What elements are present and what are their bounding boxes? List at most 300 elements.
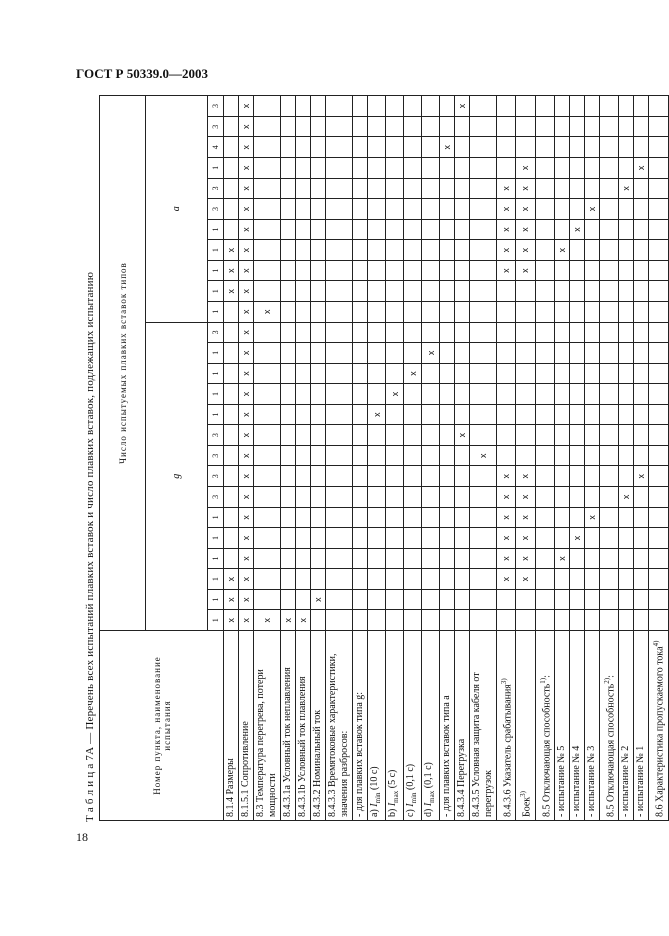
col-count: 1 [208,260,224,281]
mark-cell [554,116,569,137]
mark-cell: x [569,528,584,549]
mark-cell [368,199,386,220]
mark-cell [535,343,554,364]
mark-cell [535,404,554,425]
mark-cell [535,507,554,528]
test-name [239,631,254,821]
mark-cell [599,322,618,343]
mark-cell [353,281,368,302]
mark-cell: x [239,569,254,590]
mark-cell [634,240,649,261]
mark-cell [599,569,618,590]
mark-cell [386,178,404,199]
mark-cell [404,219,422,240]
test-name: c) $I_{min}$ (0,1 с) [404,631,422,821]
mark-cell [516,445,535,466]
mark-cell [619,240,634,261]
mark-cell [634,219,649,240]
mark-cell [497,281,516,302]
mark-cell [649,445,668,466]
mark-cell [554,425,569,446]
mark-cell [281,96,296,117]
mark-cell [353,589,368,610]
mark-cell [455,589,470,610]
mark-cell: x [239,219,254,240]
table-caption-text: Т а б л и ц а 7А — Перечень всех испытаний плавких вставок и число плавких вставок, подлежащих испытанию [84,271,96,822]
mark-cell [649,260,668,281]
mark-cell [254,445,281,466]
mark-cell [455,137,470,158]
mark-cell [326,425,353,446]
mark-cell: x [497,199,516,220]
mark-cell [422,137,440,158]
mark-cell [353,96,368,117]
mark-cell [619,548,634,569]
mark-cell: x [224,569,239,590]
mark-cell [634,137,649,158]
mark-cell [404,343,422,364]
mark-cell [386,260,404,281]
mark-cell [455,178,470,199]
mark-cell: x [239,199,254,220]
label-tail: : [540,675,552,678]
mark-cell [440,322,455,343]
mark-cell [584,240,599,261]
mark-cell [296,507,311,528]
mark-cell [455,343,470,364]
table-row [599,96,618,821]
mark-cell [634,343,649,364]
mark-cell [440,569,455,590]
mark-cell: x [239,302,254,323]
mark-cell [224,199,239,220]
test-name [440,631,455,821]
mark-cell: x [584,199,599,220]
mark-cell [455,363,470,384]
mark-cell [254,240,281,261]
col-count: 3 [208,425,224,446]
mark-cell [224,96,239,117]
mark-cell [386,466,404,487]
mark-cell [296,322,311,343]
mark-cell: x [455,425,470,446]
mark-cell [404,302,422,323]
mark-cell [497,589,516,610]
mark-cell [649,589,668,610]
mark-cell: x [281,610,296,631]
mark-cell [353,199,368,220]
mark-cell: x [497,528,516,549]
mark-cell [516,116,535,137]
mark-cell [296,404,311,425]
table-row [619,96,634,821]
mark-cell [569,404,584,425]
mark-cell [649,178,668,199]
mark-cell [470,137,497,158]
mark-cell [311,199,326,220]
mark-cell [440,302,455,323]
mark-cell [281,178,296,199]
mark-cell [386,116,404,137]
mark-cell: x [516,466,535,487]
mark-cell [281,507,296,528]
mark-cell [634,322,649,343]
mark-cell [516,281,535,302]
mark-cell [311,610,326,631]
mark-cell: x [239,116,254,137]
mark-cell [296,487,311,508]
mark-cell [470,363,497,384]
mark-cell [404,466,422,487]
mark-cell [649,322,668,343]
mark-cell [599,384,618,405]
mark-cell [599,528,618,549]
table-row [634,96,649,821]
mark-cell [470,322,497,343]
col-count: 1 [208,384,224,405]
mark-cell [368,116,386,137]
mark-cell: x [516,199,535,220]
mark-cell [569,445,584,466]
mark-cell [353,528,368,549]
mark-cell [254,466,281,487]
mark-cell [296,137,311,158]
mark-cell [634,528,649,549]
mark-cell [296,178,311,199]
mark-cell: x [440,137,455,158]
mark-cell [649,219,668,240]
col-count: 3 [208,199,224,220]
mark-cell [368,569,386,590]
mark-cell [599,219,618,240]
col-count-header: Число испытуемых плавких вставок типов [100,96,146,631]
mark-cell [554,137,569,158]
mark-cell [296,302,311,323]
mark-cell [281,260,296,281]
test-name [619,631,634,821]
mark-cell [311,487,326,508]
mark-cell [554,466,569,487]
table-row [584,96,599,821]
mark-cell [296,96,311,117]
mark-cell [422,384,440,405]
test-name [311,631,326,821]
mark-cell [254,343,281,364]
mark-cell [224,466,239,487]
mark-cell [649,240,668,261]
mark-cell [619,363,634,384]
mark-cell [254,219,281,240]
mark-cell [254,322,281,343]
mark-cell [619,528,634,549]
mark-cell [422,404,440,425]
mark-cell: x [497,219,516,240]
mark-cell [455,260,470,281]
mark-cell: x [296,610,311,631]
table-row [296,96,311,821]
test-name [634,631,649,821]
mark-cell: x [224,260,239,281]
mark-cell: x [239,445,254,466]
mark-cell [470,302,497,323]
test-label: 8.1.4 Размеры [225,758,236,817]
mark-cell [254,260,281,281]
mark-cell [404,322,422,343]
mark-cell [584,466,599,487]
mark-cell [569,569,584,590]
mark-cell [326,528,353,549]
mark-cell: x [239,404,254,425]
mark-cell [281,487,296,508]
test-label: 8.5 Отключающая способность [540,683,552,817]
mark-cell [634,199,649,220]
mark-cell [386,302,404,323]
mark-cell [440,487,455,508]
mark-cell [649,466,668,487]
mark-cell [254,178,281,199]
mark-cell [311,240,326,261]
mark-cell: x [497,507,516,528]
test-label: 8.4.3.5 Условная защита кабеля от перегрузок [471,672,494,817]
mark-cell [599,199,618,220]
mark-cell [455,507,470,528]
col-count: 3 [208,178,224,199]
mark-cell [368,610,386,631]
col-count: 1 [208,507,224,528]
mark-cell [470,219,497,240]
mark-cell [470,466,497,487]
mark-cell [599,548,618,569]
mark-cell [368,384,386,405]
test-name [281,631,296,821]
mark-cell [281,219,296,240]
mark-cell [281,302,296,323]
table-row [649,96,668,821]
mark-cell [404,199,422,220]
mark-cell [516,137,535,158]
mark-cell: x [497,548,516,569]
mark-cell [535,260,554,281]
mark-cell [455,569,470,590]
test-label: - испытание № 1 [635,745,647,817]
mark-cell [535,589,554,610]
mark-cell [281,466,296,487]
mark-cell [497,425,516,446]
mark-cell: x [497,466,516,487]
mark-cell [470,158,497,179]
mark-cell [326,302,353,323]
mark-cell [353,363,368,384]
mark-cell [569,363,584,384]
test-label: 8.4.3.2 Номинальный ток [312,709,323,817]
mark-cell [535,384,554,405]
mark-cell [599,610,618,631]
mark-cell [404,281,422,302]
col-count: 1 [208,528,224,549]
mark-cell [584,610,599,631]
mark-cell [326,569,353,590]
mark-cell [311,343,326,364]
mark-cell [311,404,326,425]
mark-cell [326,363,353,384]
mark-cell [569,178,584,199]
mark-cell [634,548,649,569]
mark-cell [619,219,634,240]
test-name [649,631,668,821]
mark-cell [386,240,404,261]
mark-cell [353,322,368,343]
mark-cell: x [386,384,404,405]
mark-cell [455,528,470,549]
table-row [516,96,535,821]
mark-cell [326,487,353,508]
mark-cell [368,528,386,549]
test-name: d) $I_{max}$ (0,1 с) [422,631,440,821]
mark-cell: x [239,548,254,569]
test-table-grid [99,95,669,821]
mark-cell [470,116,497,137]
mark-cell [296,569,311,590]
mark-cell [311,425,326,446]
mark-cell [497,322,516,343]
table-caption [84,82,98,822]
mark-cell [326,219,353,240]
mark-cell [404,240,422,261]
mark-cell [554,589,569,610]
mark-cell [422,260,440,281]
mark-cell: x [569,219,584,240]
mark-cell [584,569,599,590]
mark-cell [619,302,634,323]
mark-cell [440,116,455,137]
mark-cell [326,548,353,569]
mark-cell [386,281,404,302]
table-row [569,96,584,821]
mark-cell [599,178,618,199]
mark-cell [353,137,368,158]
mark-cell [254,507,281,528]
mark-cell [311,466,326,487]
mark-cell [535,158,554,179]
mark-cell [470,404,497,425]
mark-cell [326,322,353,343]
mark-cell [599,158,618,179]
mark-cell [584,445,599,466]
mark-cell [281,528,296,549]
mark-cell: x [516,548,535,569]
mark-cell [311,260,326,281]
mark-cell [619,425,634,446]
mark-cell [326,96,353,117]
mark-cell [368,425,386,446]
mark-cell [619,158,634,179]
mark-cell [634,445,649,466]
mark-cell [224,219,239,240]
test-name [554,631,569,821]
mark-cell [470,240,497,261]
mark-cell [569,260,584,281]
mark-cell [619,281,634,302]
mark-cell: x [516,569,535,590]
mark-cell [554,219,569,240]
mark-cell [386,343,404,364]
mark-cell [281,199,296,220]
mark-cell [311,569,326,590]
mark-cell: x [239,240,254,261]
mark-cell [440,281,455,302]
mark-cell [296,158,311,179]
mark-cell [535,302,554,323]
mark-cell [254,116,281,137]
mark-cell [535,487,554,508]
mark-cell [404,116,422,137]
mark-cell [584,425,599,446]
col-count: 3 [208,96,224,117]
mark-cell: x [224,240,239,261]
mark-cell [569,302,584,323]
mark-cell [311,302,326,323]
mark-cell [599,589,618,610]
mark-cell [599,487,618,508]
mark-cell [470,96,497,117]
mark-cell [368,219,386,240]
mark-cell: x [497,487,516,508]
mark-cell [649,302,668,323]
mark-cell [619,610,634,631]
mark-cell [326,158,353,179]
footnote-ref: 2) [602,677,611,684]
mark-cell [224,343,239,364]
mark-cell [254,96,281,117]
mark-cell [353,384,368,405]
mark-cell: x [516,528,535,549]
test-label: 8.4.3.6 Указатель срабатывания [502,684,514,817]
mark-cell [649,610,668,631]
test-label: - испытание № 4 [570,745,582,817]
mark-cell [440,425,455,446]
mark-cell [311,507,326,528]
mark-cell [569,507,584,528]
table-row [368,96,386,821]
mark-cell [584,219,599,240]
test-label: 8.4.3.4 Перегрузка [456,738,467,817]
mark-cell [554,507,569,528]
mark-cell [404,425,422,446]
mark-cell [368,281,386,302]
mark-cell [619,199,634,220]
mark-cell [224,363,239,384]
mark-cell [599,466,618,487]
subscript: min [410,792,418,804]
mark-cell: x [634,466,649,487]
mark-cell [599,445,618,466]
group-a-label: a [146,96,208,323]
mark-cell [326,260,353,281]
mark-cell [599,425,618,446]
mark-cell [353,610,368,631]
table-row [311,96,326,821]
test-name [599,631,618,821]
mark-cell [584,281,599,302]
mark-cell [649,507,668,528]
mark-cell [326,199,353,220]
mark-cell: x [239,363,254,384]
table-row [497,96,516,821]
mark-cell [554,96,569,117]
mark-cell [254,589,281,610]
col-count: 3 [208,466,224,487]
mark-cell [497,158,516,179]
